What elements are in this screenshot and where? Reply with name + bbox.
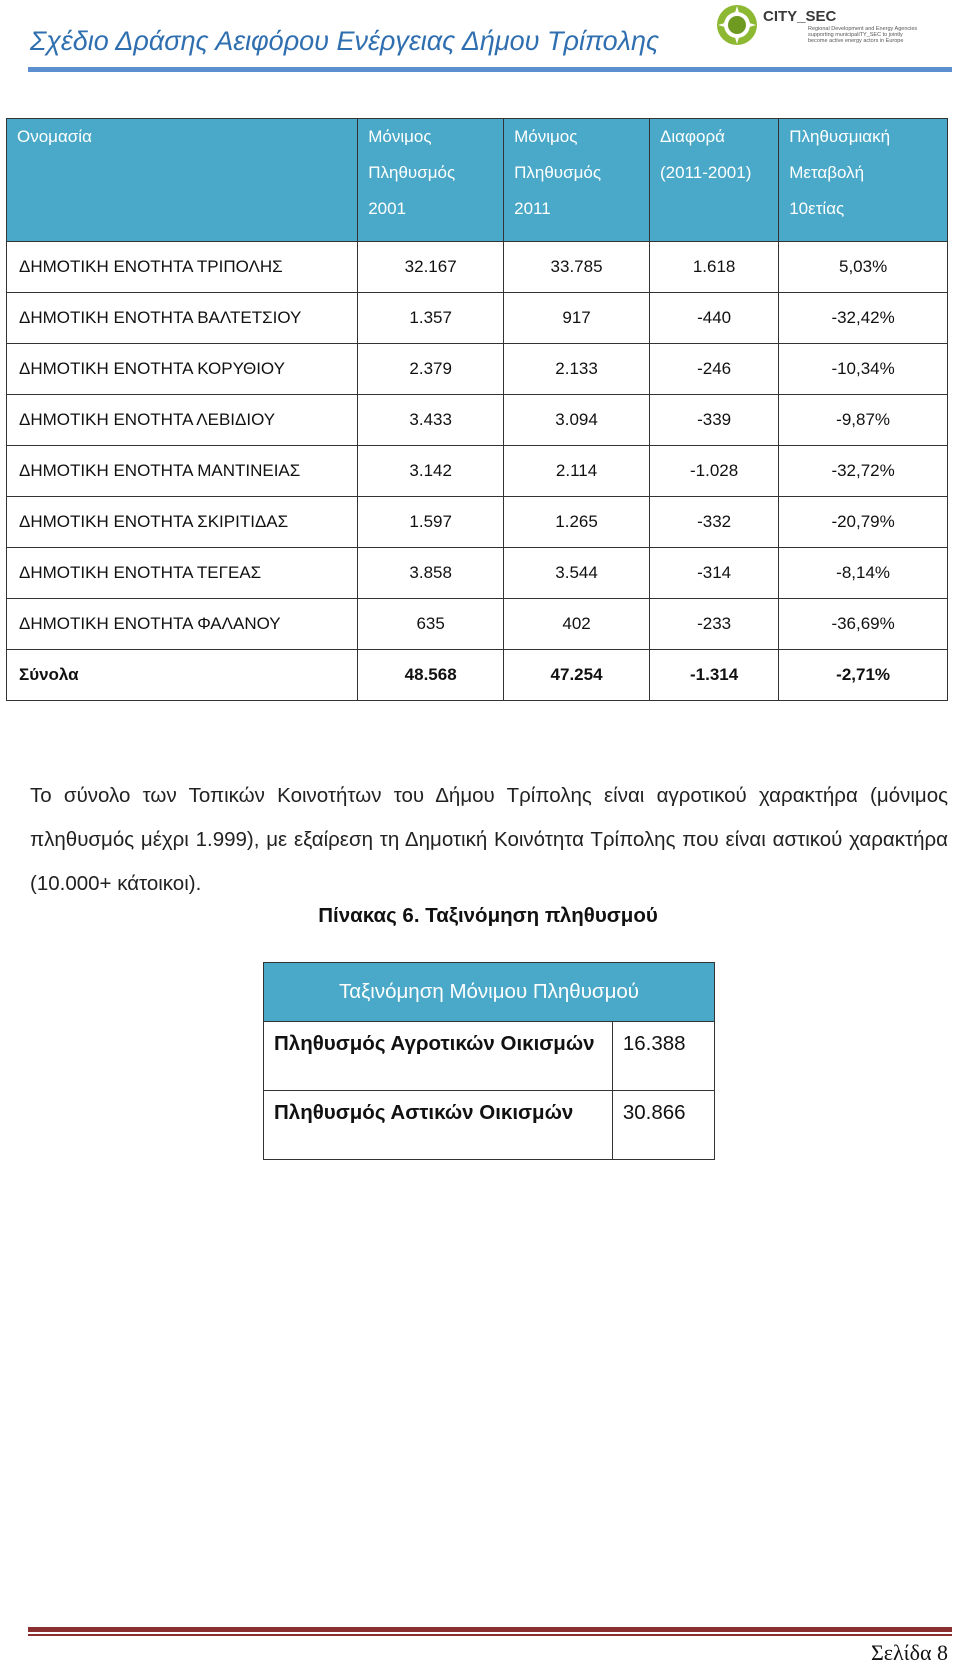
row-pop2011: 1.265: [504, 497, 650, 548]
row-pop2001: 32.167: [358, 242, 504, 293]
table-row: [264, 1091, 715, 1160]
total-diff: -1.314: [650, 650, 779, 701]
row-pop2011: 3.544: [504, 548, 650, 599]
row-change: -36,69%: [779, 599, 948, 650]
page-number: Σελίδα 8: [870, 1640, 948, 1665]
table-row: [7, 548, 948, 599]
table-row: [7, 497, 948, 548]
row-pop2001: 3.433: [358, 395, 504, 446]
row-pop2011: 2.133: [504, 344, 650, 395]
footer-rule: [28, 1627, 952, 1632]
total-change: -2,71%: [779, 650, 948, 701]
classification-label: Πληθυσμός Αστικών Οικισμών: [264, 1091, 613, 1160]
logo-tagline: Regional Development and Energy Agencies supporting municipaliTY_SEC to jointly become active energy actors in Europe: [808, 26, 918, 44]
row-change: 5,03%: [779, 242, 948, 293]
row-pop2001: 3.142: [358, 446, 504, 497]
population-table: [6, 118, 948, 701]
row-name: ΔΗΜΟΤΙΚΗ ΕΝΟΤΗΤΑ ΤΕΓΕΑΣ: [7, 548, 358, 599]
row-diff: -233: [650, 599, 779, 650]
classification-value: 16.388: [612, 1022, 714, 1091]
header-diff: Διαφορά (2011-2001): [650, 119, 779, 242]
table-row: [7, 293, 948, 344]
row-name: ΔΗΜΟΤΙΚΗ ΕΝΟΤΗΤΑ ΒΑΛΤΕΤΣΙΟΥ: [7, 293, 358, 344]
row-pop2011: 3.094: [504, 395, 650, 446]
row-change: -8,14%: [779, 548, 948, 599]
row-pop2001: 2.379: [358, 344, 504, 395]
row-diff: -339: [650, 395, 779, 446]
table-row: [7, 344, 948, 395]
header-change: Πληθυσμιακή Μεταβολή 10ετίας: [779, 119, 948, 242]
row-pop2001: 3.858: [358, 548, 504, 599]
header-name: Ονομασία: [7, 119, 358, 242]
row-pop2011: 917: [504, 293, 650, 344]
classification-value: 30.866: [612, 1091, 714, 1160]
document-title: Σχέδιο Δράσης Αειφόρου Ενέργειας Δήμου Τρίπολης: [30, 26, 660, 56]
table-row: [7, 599, 948, 650]
total-pop2011: 47.254: [504, 650, 650, 701]
row-name: ΔΗΜΟΤΙΚΗ ΕΝΟΤΗΤΑ ΦΑΛΑΝΟΥ: [7, 599, 358, 650]
row-change: -20,79%: [779, 497, 948, 548]
classification-header: Ταξινόμηση Μόνιμου Πληθυσμού: [264, 963, 715, 1022]
row-change: -32,72%: [779, 446, 948, 497]
row-name: ΔΗΜΟΤΙΚΗ ΕΝΟΤΗΤΑ ΛΕΒΙΔΙΟΥ: [7, 395, 358, 446]
row-diff: -314: [650, 548, 779, 599]
row-name: ΔΗΜΟΤΙΚΗ ΕΝΟΤΗΤΑ ΚΟΡΥΘΙΟΥ: [7, 344, 358, 395]
row-pop2011: 33.785: [504, 242, 650, 293]
table-caption: Πίνακας 6. Ταξινόμηση πληθυσμού: [318, 904, 658, 927]
classification-label: Πληθυσμός Αγροτικών Οικισμών: [264, 1022, 613, 1091]
header-pop2011: Μόνιμος Πληθυσμός 2011: [504, 119, 650, 242]
row-pop2011: 2.114: [504, 446, 650, 497]
row-name: ΔΗΜΟΤΙΚΗ ΕΝΟΤΗΤΑ ΤΡΙΠΟΛΗΣ: [7, 242, 358, 293]
logo-name: CITY_SEC: [763, 8, 837, 25]
city-sec-logo: [716, 0, 952, 50]
table-row: [264, 1022, 715, 1091]
header-pop2001: Μόνιμος Πληθυσμός 2001: [358, 119, 504, 242]
row-diff: 1.618: [650, 242, 779, 293]
row-diff: -332: [650, 497, 779, 548]
row-change: -9,87%: [779, 395, 948, 446]
footer-rule-thin: [28, 1634, 952, 1636]
classification-header-row: [264, 963, 715, 1022]
classification-table: [263, 962, 715, 1160]
table-total-row: [7, 650, 948, 701]
row-pop2001: 1.597: [358, 497, 504, 548]
body-paragraph: Το σύνολο των Τοπικών Κοινοτήτων του Δήμου Τρίπολης είναι αγροτικού χαρακτήρα (μόνιμος πληθυσμός μέχρι 1.999), με εξαίρεση τη Δημοτική Κοινότητα Τρίπολης που είναι αστικού χαρακτήρα (10.000+ κάτοικοι).: [30, 783, 948, 895]
row-pop2011: 402: [504, 599, 650, 650]
table-header-row: [7, 119, 948, 242]
header-rule: [28, 67, 952, 72]
row-change: -32,42%: [779, 293, 948, 344]
total-pop2001: 48.568: [358, 650, 504, 701]
table-row: [7, 446, 948, 497]
table-row: [7, 242, 948, 293]
row-diff: -1.028: [650, 446, 779, 497]
logo-emblem-icon: [716, 4, 758, 46]
row-name: ΔΗΜΟΤΙΚΗ ΕΝΟΤΗΤΑ ΜΑΝΤΙΝΕΙΑΣ: [7, 446, 358, 497]
row-diff: -246: [650, 344, 779, 395]
row-diff: -440: [650, 293, 779, 344]
row-name: ΔΗΜΟΤΙΚΗ ΕΝΟΤΗΤΑ ΣΚΙΡΙΤΙΔΑΣ: [7, 497, 358, 548]
total-name: Σύνολα: [7, 650, 358, 701]
row-pop2001: 635: [358, 599, 504, 650]
table-row: [7, 395, 948, 446]
row-pop2001: 1.357: [358, 293, 504, 344]
row-change: -10,34%: [779, 344, 948, 395]
